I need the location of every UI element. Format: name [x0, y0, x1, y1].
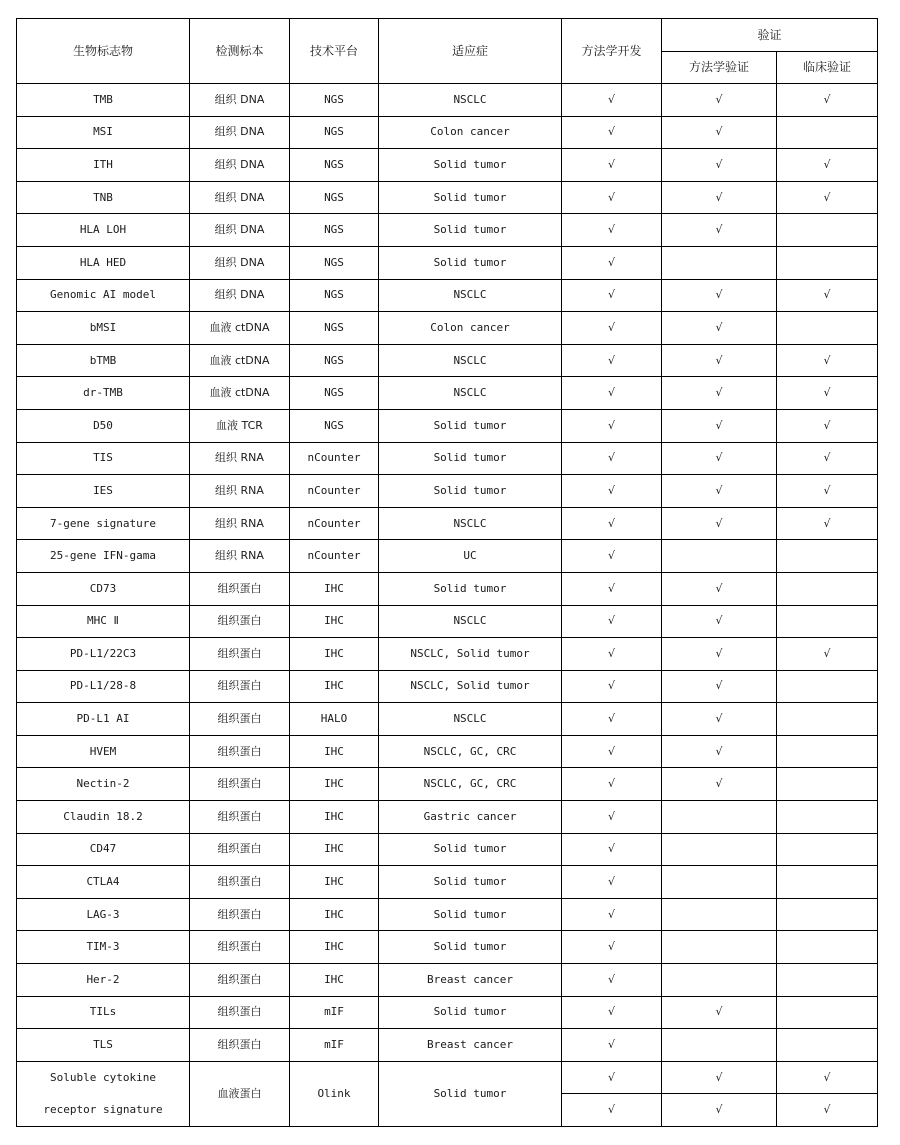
cell-biomarker: ITH [17, 149, 190, 182]
table-row [17, 507, 878, 540]
table-row [17, 409, 878, 442]
cell-indication: Solid tumor [379, 833, 562, 866]
table-row [17, 638, 878, 671]
cell-method-development: √ [562, 801, 662, 834]
table-row [17, 572, 878, 605]
cell-method-validation [662, 931, 777, 964]
cell-indication: UC [379, 540, 562, 573]
cell-method-validation: √ [662, 703, 777, 736]
cell-clinical-validation [777, 572, 878, 605]
cell-indication: Solid tumor [379, 246, 562, 279]
cell-biomarker: D50 [17, 409, 190, 442]
cell-biomarker: 25-gene IFN-gama [17, 540, 190, 573]
cell-clinical-validation: √ [777, 638, 878, 671]
table-row [17, 84, 878, 117]
cell-indication: NSCLC, GC, CRC [379, 735, 562, 768]
cell-indication: Solid tumor [379, 572, 562, 605]
cell-sample: 组织 DNA [190, 214, 290, 247]
cell-method-validation: √ [662, 605, 777, 638]
cell-clinical-validation [777, 964, 878, 997]
cell-platform: nCounter [290, 442, 379, 475]
table-row [17, 279, 878, 312]
cell-method-validation: √ [662, 638, 777, 671]
cell-method-development: √ [562, 638, 662, 671]
cell-sample: 组织蛋白 [190, 768, 290, 801]
cell-method-validation: √ [662, 670, 777, 703]
cell-sample: 组织蛋白 [190, 670, 290, 703]
cell-method-development: √ [562, 833, 662, 866]
cell-method-validation: √ [662, 409, 777, 442]
table-row [17, 866, 878, 899]
cell-biomarker: CD47 [17, 833, 190, 866]
cell-clinical-validation: √ [777, 409, 878, 442]
cell-biomarker: TLS [17, 1029, 190, 1062]
cell-biomarker: TILs [17, 996, 190, 1029]
cell-sample: 组织蛋白 [190, 931, 290, 964]
cell-biomarker: LAG-3 [17, 898, 190, 931]
cell-indication: Solid tumor [379, 442, 562, 475]
cell-sample: 组织蛋白 [190, 833, 290, 866]
cell-biomarker: PD-L1/22C3 [17, 638, 190, 671]
cell-biomarker: TMB [17, 84, 190, 117]
cell-platform: IHC [290, 898, 379, 931]
cell-sample: 组织蛋白 [190, 703, 290, 736]
cell-indication: NSCLC, Solid tumor [379, 638, 562, 671]
cell-clinical-validation [777, 833, 878, 866]
cell-clinical-validation [777, 768, 878, 801]
cell-biomarker: TIS [17, 442, 190, 475]
cell-method-validation: √ [662, 116, 777, 149]
cell-method-validation: √ [662, 572, 777, 605]
cell-clinical-validation [777, 735, 878, 768]
cell-indication: Solid tumor [379, 149, 562, 182]
cell-method-development: √ [562, 214, 662, 247]
cell-platform: IHC [290, 866, 379, 899]
cell-platform: IHC [290, 572, 379, 605]
cell-method-development: √ [562, 768, 662, 801]
cell-platform: NGS [290, 116, 379, 149]
cell-platform: NGS [290, 409, 379, 442]
cell-biomarker: PD-L1 AI [17, 703, 190, 736]
cell-platform: IHC [290, 964, 379, 997]
cell-method-validation: √ [662, 377, 777, 410]
cell-method-validation: √ [662, 996, 777, 1029]
header-indication: 适应症 [379, 19, 562, 84]
cell-method-validation: √ [662, 1094, 777, 1127]
cell-sample: 组织 DNA [190, 116, 290, 149]
table-row [17, 181, 878, 214]
cell-method-development: √ [562, 572, 662, 605]
cell-sample: 组织蛋白 [190, 605, 290, 638]
cell-method-development: √ [562, 149, 662, 182]
cell-method-development: √ [562, 703, 662, 736]
cell-method-development: √ [562, 344, 662, 377]
cell-biomarker: dr-TMB [17, 377, 190, 410]
cell-sample: 血液 ctDNA [190, 312, 290, 345]
cell-biomarker: bTMB [17, 344, 190, 377]
table-row [17, 964, 878, 997]
cell-clinical-validation [777, 540, 878, 573]
cell-platform: IHC [290, 931, 379, 964]
cell-platform: mIF [290, 996, 379, 1029]
header-method-development: 方法学开发 [562, 19, 662, 84]
cell-platform: nCounter [290, 540, 379, 573]
table-row [17, 605, 878, 638]
cell-clinical-validation: √ [777, 279, 878, 312]
cell-method-validation [662, 866, 777, 899]
cell-sample: 组织蛋白 [190, 866, 290, 899]
cell-sample: 组织蛋白 [190, 996, 290, 1029]
cell-sample: 组织 RNA [190, 475, 290, 508]
table-row [17, 1029, 878, 1062]
table-row [17, 377, 878, 410]
cell-method-development: √ [562, 312, 662, 345]
biomarker-line-2: receptor signature [43, 1102, 163, 1116]
cell-indication: Breast cancer [379, 964, 562, 997]
cell-sample: 组织 DNA [190, 149, 290, 182]
cell-method-development: √ [562, 116, 662, 149]
cell-method-validation [662, 246, 777, 279]
cell-method-validation [662, 833, 777, 866]
cell-method-development: √ [562, 1094, 662, 1127]
cell-sample: 组织蛋白 [190, 898, 290, 931]
cell-platform: IHC [290, 605, 379, 638]
cell-indication: NSCLC, Solid tumor [379, 670, 562, 703]
cell-method-validation: √ [662, 1061, 777, 1094]
header-biomarker: 生物标志物 [17, 19, 190, 84]
cell-platform: NGS [290, 312, 379, 345]
cell-method-development: √ [562, 964, 662, 997]
cell-indication: NSCLC [379, 279, 562, 312]
cell-biomarker-multiline [17, 1061, 190, 1126]
cell-method-development: √ [562, 507, 662, 540]
cell-biomarker: HLA HED [17, 246, 190, 279]
cell-sample: 组织 RNA [190, 442, 290, 475]
cell-method-development: √ [562, 540, 662, 573]
cell-clinical-validation: √ [777, 442, 878, 475]
cell-method-development: √ [562, 181, 662, 214]
cell-platform: NGS [290, 279, 379, 312]
cell-sample: 组织蛋白 [190, 735, 290, 768]
cell-clinical-validation [777, 605, 878, 638]
cell-method-validation [662, 801, 777, 834]
cell-clinical-validation [777, 214, 878, 247]
cell-indication: Colon cancer [379, 116, 562, 149]
cell-indication: Solid tumor [379, 409, 562, 442]
cell-clinical-validation [777, 996, 878, 1029]
cell-method-validation: √ [662, 149, 777, 182]
cell-biomarker: Claudin 18.2 [17, 801, 190, 834]
cell-indication: Gastric cancer [379, 801, 562, 834]
table-row [17, 246, 878, 279]
cell-biomarker: HVEM [17, 735, 190, 768]
cell-sample: 组织蛋白 [190, 801, 290, 834]
cell-method-development: √ [562, 605, 662, 638]
cell-sample: 组织 RNA [190, 507, 290, 540]
cell-indication: Colon cancer [379, 312, 562, 345]
cell-clinical-validation: √ [777, 181, 878, 214]
cell-biomarker: Nectin-2 [17, 768, 190, 801]
cell-biomarker: MHC Ⅱ [17, 605, 190, 638]
biomarker-table [16, 18, 878, 1127]
cell-platform: nCounter [290, 507, 379, 540]
cell-platform: IHC [290, 801, 379, 834]
cell-method-validation: √ [662, 214, 777, 247]
cell-platform: NGS [290, 84, 379, 117]
table-row [17, 996, 878, 1029]
cell-clinical-validation [777, 670, 878, 703]
cell-method-validation: √ [662, 181, 777, 214]
cell-biomarker: MSI [17, 116, 190, 149]
cell-indication: Solid tumor [379, 898, 562, 931]
cell-platform: IHC [290, 768, 379, 801]
cell-platform: NGS [290, 181, 379, 214]
cell-method-validation [662, 540, 777, 573]
table-row [17, 214, 878, 247]
table-row [17, 540, 878, 573]
table-row [17, 442, 878, 475]
table-row [17, 344, 878, 377]
cell-method-validation: √ [662, 84, 777, 117]
cell-indication: Solid tumor [379, 1061, 562, 1126]
table-row [17, 1061, 878, 1094]
cell-method-validation: √ [662, 344, 777, 377]
cell-biomarker: bMSI [17, 312, 190, 345]
cell-biomarker: Her-2 [17, 964, 190, 997]
cell-indication: Solid tumor [379, 931, 562, 964]
cell-method-validation [662, 1029, 777, 1062]
cell-indication: Breast cancer [379, 1029, 562, 1062]
table-row [17, 149, 878, 182]
cell-sample: 组织 DNA [190, 279, 290, 312]
cell-sample: 组织 DNA [190, 181, 290, 214]
cell-platform: IHC [290, 735, 379, 768]
cell-method-validation [662, 898, 777, 931]
table-row [17, 931, 878, 964]
cell-clinical-validation: √ [777, 377, 878, 410]
cell-clinical-validation [777, 898, 878, 931]
cell-method-development: √ [562, 377, 662, 410]
cell-indication: Solid tumor [379, 866, 562, 899]
table-row [17, 475, 878, 508]
cell-method-development: √ [562, 735, 662, 768]
cell-platform: HALO [290, 703, 379, 736]
cell-method-validation: √ [662, 475, 777, 508]
cell-platform: NGS [290, 344, 379, 377]
cell-method-development: √ [562, 1061, 662, 1094]
cell-method-development: √ [562, 1029, 662, 1062]
cell-method-development: √ [562, 866, 662, 899]
cell-method-validation: √ [662, 442, 777, 475]
cell-method-development: √ [562, 84, 662, 117]
cell-biomarker: PD-L1/28-8 [17, 670, 190, 703]
cell-biomarker: IES [17, 475, 190, 508]
cell-method-development: √ [562, 931, 662, 964]
cell-clinical-validation [777, 1029, 878, 1062]
cell-sample: 血液 TCR [190, 409, 290, 442]
cell-clinical-validation: √ [777, 149, 878, 182]
cell-sample: 组织 RNA [190, 540, 290, 573]
table-row [17, 768, 878, 801]
cell-clinical-validation [777, 312, 878, 345]
cell-method-development: √ [562, 246, 662, 279]
cell-platform: NGS [290, 246, 379, 279]
header-validation: 验证 [662, 19, 878, 52]
cell-method-validation: √ [662, 312, 777, 345]
cell-method-validation: √ [662, 507, 777, 540]
cell-clinical-validation: √ [777, 84, 878, 117]
table-row [17, 801, 878, 834]
cell-biomarker: TIM-3 [17, 931, 190, 964]
cell-indication: NSCLC, GC, CRC [379, 768, 562, 801]
cell-biomarker: CD73 [17, 572, 190, 605]
cell-method-development: √ [562, 279, 662, 312]
cell-sample: 组织 DNA [190, 84, 290, 117]
cell-sample: 血液蛋白 [190, 1061, 290, 1126]
table-row [17, 833, 878, 866]
table-row [17, 312, 878, 345]
cell-method-validation: √ [662, 279, 777, 312]
cell-clinical-validation: √ [777, 1061, 878, 1094]
cell-method-development: √ [562, 409, 662, 442]
cell-method-development: √ [562, 442, 662, 475]
cell-indication: Solid tumor [379, 475, 562, 508]
cell-clinical-validation: √ [777, 1094, 878, 1127]
header-sample: 检测标本 [190, 19, 290, 84]
cell-clinical-validation [777, 801, 878, 834]
cell-biomarker: 7-gene signature [17, 507, 190, 540]
cell-indication: NSCLC [379, 605, 562, 638]
cell-method-development: √ [562, 996, 662, 1029]
cell-platform: NGS [290, 149, 379, 182]
header-platform: 技术平台 [290, 19, 379, 84]
cell-sample: 血液 ctDNA [190, 344, 290, 377]
cell-sample: 组织蛋白 [190, 638, 290, 671]
cell-indication: Solid tumor [379, 996, 562, 1029]
cell-biomarker: TNB [17, 181, 190, 214]
cell-clinical-validation: √ [777, 507, 878, 540]
cell-sample: 组织蛋白 [190, 964, 290, 997]
cell-sample: 组织 DNA [190, 246, 290, 279]
table-row [17, 670, 878, 703]
cell-clinical-validation [777, 246, 878, 279]
cell-platform: nCounter [290, 475, 379, 508]
cell-platform: NGS [290, 214, 379, 247]
cell-clinical-validation [777, 116, 878, 149]
header-method-validation: 方法学验证 [662, 51, 777, 84]
table-row [17, 898, 878, 931]
cell-platform: mIF [290, 1029, 379, 1062]
cell-sample: 组织蛋白 [190, 1029, 290, 1062]
cell-clinical-validation [777, 866, 878, 899]
cell-method-validation: √ [662, 735, 777, 768]
cell-indication: NSCLC [379, 84, 562, 117]
cell-clinical-validation: √ [777, 475, 878, 508]
cell-sample: 组织蛋白 [190, 572, 290, 605]
cell-method-development: √ [562, 475, 662, 508]
cell-sample: 血液 ctDNA [190, 377, 290, 410]
cell-clinical-validation: √ [777, 344, 878, 377]
cell-indication: Solid tumor [379, 181, 562, 214]
cell-biomarker: Genomic AI model [17, 279, 190, 312]
cell-method-validation [662, 964, 777, 997]
cell-method-development: √ [562, 898, 662, 931]
cell-clinical-validation [777, 703, 878, 736]
cell-platform: NGS [290, 377, 379, 410]
cell-method-validation: √ [662, 768, 777, 801]
cell-indication: NSCLC [379, 507, 562, 540]
cell-biomarker: HLA LOH [17, 214, 190, 247]
table-row [17, 735, 878, 768]
cell-platform: Olink [290, 1061, 379, 1126]
cell-indication: NSCLC [379, 703, 562, 736]
cell-platform: IHC [290, 670, 379, 703]
cell-platform: IHC [290, 833, 379, 866]
cell-platform: IHC [290, 638, 379, 671]
table-body [17, 84, 878, 1127]
biomarker-line-1: Soluble cytokine [50, 1070, 156, 1084]
cell-indication: NSCLC [379, 344, 562, 377]
cell-biomarker: CTLA4 [17, 866, 190, 899]
table-row [17, 703, 878, 736]
cell-indication: Solid tumor [379, 214, 562, 247]
table-row [17, 116, 878, 149]
cell-indication: NSCLC [379, 377, 562, 410]
cell-method-development: √ [562, 670, 662, 703]
cell-clinical-validation [777, 931, 878, 964]
header-clinical-validation: 临床验证 [777, 51, 878, 84]
